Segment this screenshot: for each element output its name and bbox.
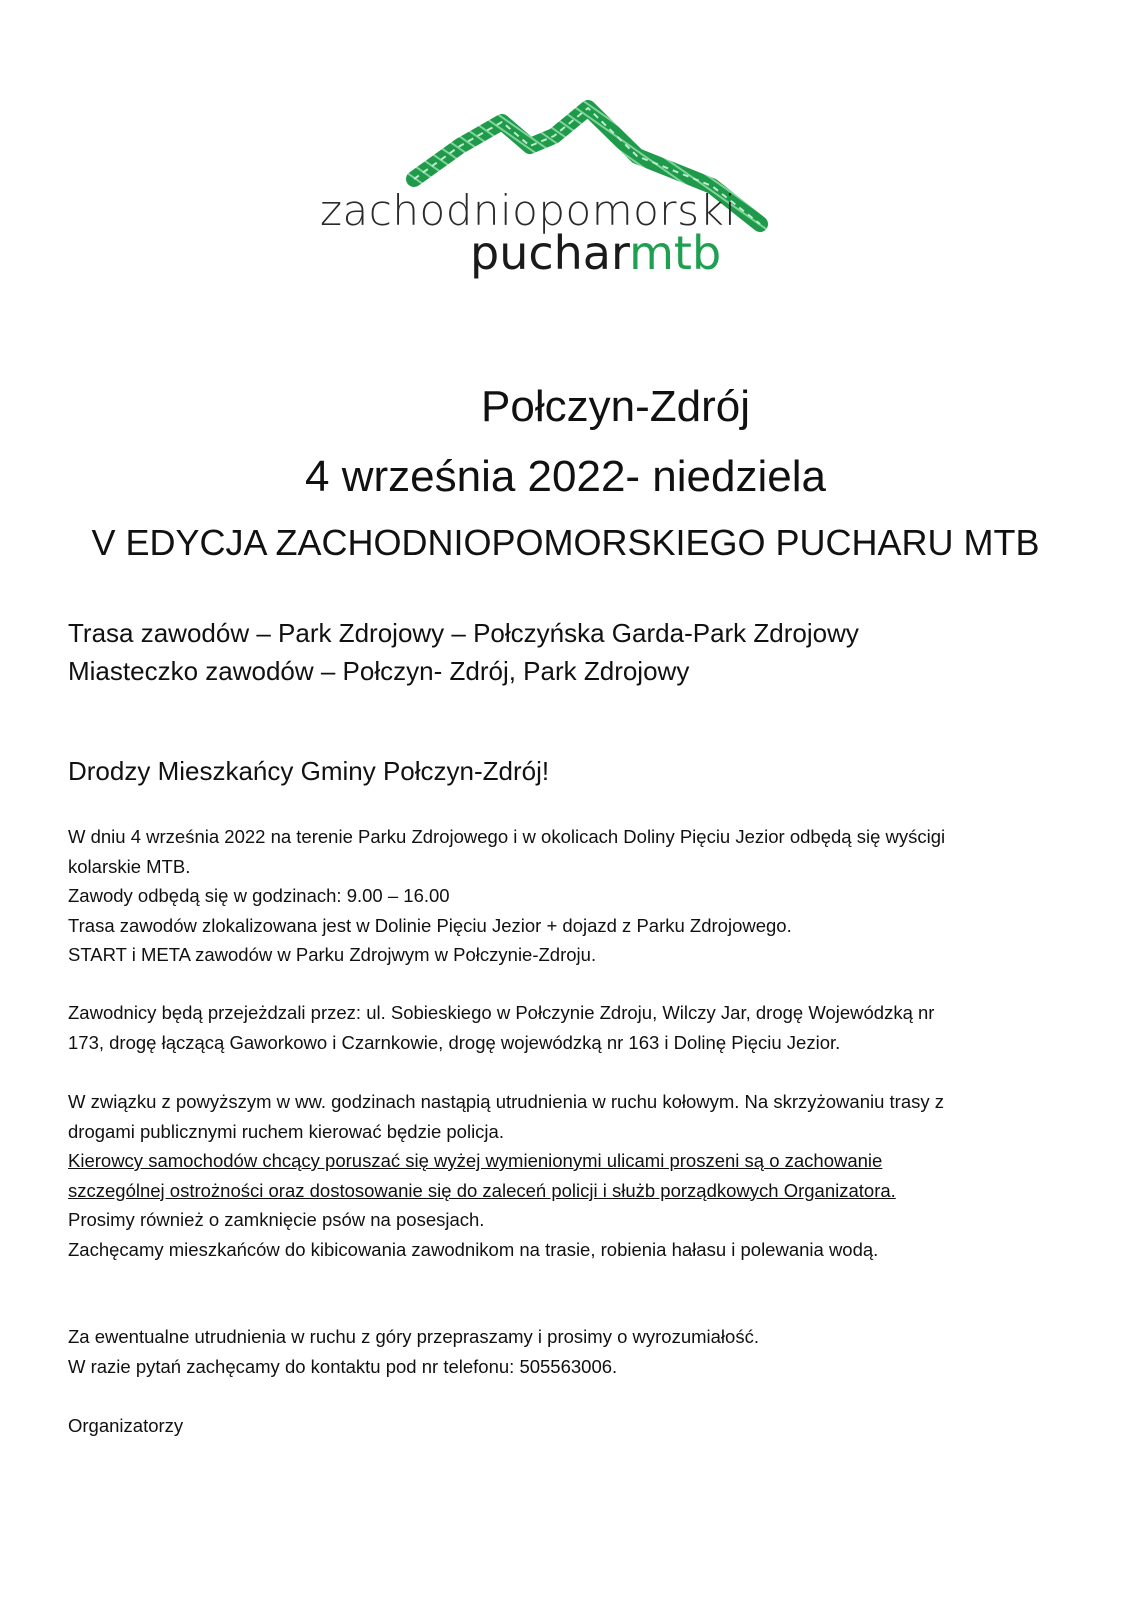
text-line: START i META zawodów w Parku Zdrojwym w Połczynie-Zdroju. xyxy=(68,944,597,965)
greeting: Drodzy Mieszkańcy Gminy Połczyn-Zdrój! xyxy=(68,756,550,786)
text-line: Zawody odbędą się w godzinach: 9.00 – 16.00 xyxy=(68,885,450,906)
event-edition-heading: V EDYCJA ZACHODNIOPOMORSKIEGO PUCHARU MTB xyxy=(91,522,1040,563)
text-line: W związku z powyższym w ww. godzinach nastąpią utrudnienia w ruchu kołowym. Na skrzyżowaniu trasy z xyxy=(68,1091,944,1112)
logo-word-puchar: puchar xyxy=(470,226,630,280)
paragraph-route-roads xyxy=(68,998,934,1057)
signature: Organizatorzy xyxy=(68,1415,184,1436)
paragraph-closing xyxy=(68,1322,759,1381)
logo-word-pucharmtb xyxy=(470,226,721,280)
logo-word-mtb: mtb xyxy=(629,226,722,280)
event-location-heading: Połczyn-Zdrój xyxy=(481,382,750,431)
text-line: Trasa zawodów zlokalizowana jest w Dolinie Pięciu Jezior + dojazd z Parku Zdrojowego. xyxy=(68,914,792,936)
text-line: Zachęcamy mieszkańców do kibicowania zawodnikom na trasie, robienia hałasu i polewania wodą. xyxy=(68,1238,879,1260)
text-line: Zawodnicy będą przejeżdzali przez: ul. Sobieskiego w Połczynie Zdroju, Wilczy Jar, drogę Wojewódzką nr xyxy=(68,1002,935,1023)
text-line: Za ewentualne utrudnienia w ruchu z góry przepraszamy i prosimy o wyrozumiałość. xyxy=(68,1326,759,1347)
phone-contact-line: W razie pytań zachęcamy do kontaktu pod nr telefonu: 505563006. xyxy=(68,1355,618,1377)
underlined-warning-line: Kierowcy samochodów chcący poruszać się wyżej wymienionymi ulicami proszeni są o zachowanie xyxy=(68,1150,883,1171)
text-line: W dniu 4 września 2022 na terenie Parku Zdrojowego i w okolicach Doliny Pięciu Jezior odbędą się wyścigi xyxy=(68,826,946,847)
event-date-heading: 4 września 2022- niedziela xyxy=(305,452,826,501)
route-line: Trasa zawodów – Park Zdrojowy – Połczyńska Garda-Park Zdrojowy xyxy=(68,618,859,648)
venue-line: Miasteczko zawodów – Połczyn- Zdrój, Park Zdrojowy xyxy=(68,656,690,686)
underlined-warning-line: szczególnej ostrożności oraz dostosowanie się do zaleceń policji i służb porządkowych Organizatora. xyxy=(68,1179,896,1201)
text-line: drogami publicznymi ruchem kierować będzie policja. xyxy=(68,1120,504,1142)
logo xyxy=(292,74,792,294)
logo-word-zachodniopomorski: zachodniopomorski xyxy=(320,186,737,235)
route-info xyxy=(68,614,859,690)
text-line: Prosimy również o zamknięcie psów na posesjach. xyxy=(68,1209,485,1230)
paragraph-event-details xyxy=(68,822,945,970)
text-line: kolarskie MTB. xyxy=(68,855,191,877)
paragraph-traffic-notice xyxy=(68,1087,944,1264)
text-line: 173, drogę łączącą Gaworkowo i Czarnkowie, drogę wojewódzką nr 163 i Dolinę Pięciu Jezior. xyxy=(68,1031,841,1053)
